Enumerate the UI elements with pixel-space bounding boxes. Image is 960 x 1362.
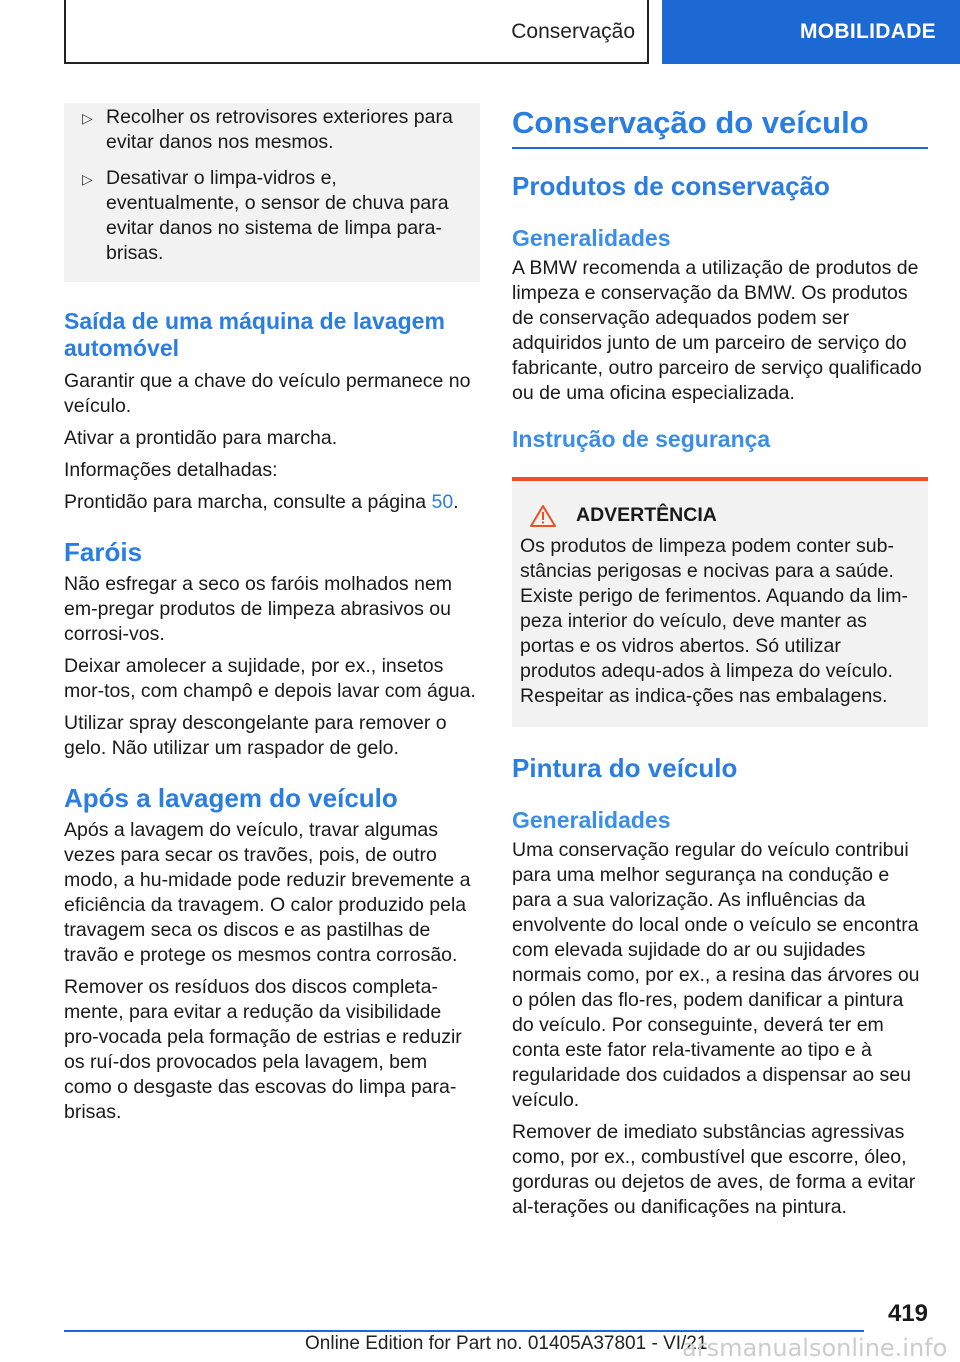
paragraph: A BMW recomenda a utilização de produtos de limpeza e conservação da BMW. Os produtos de conservação adequados podem ser adquiridos junto de um parceiro de serviço do fabricante, outro parceiro de serviço qualificado ou de uma oficina especializada. — [512, 257, 922, 404]
heading-safety: Instrução de segurança — [512, 426, 771, 452]
list-item-text: Desativar o limpa-vidros e, eventualmente, o sensor de chuva para evitar danos no sistema de limpa para-brisas. — [106, 167, 449, 264]
reference-end: . — [453, 491, 459, 513]
paragraph-reference — [64, 490, 480, 515]
paragraph: Remover de imediato substâncias agressivas como, por ex., combustível que escorre, óleo, gorduras ou dejetos de aves, de forma a evitar al-terações ou danificações na pintura. — [512, 1121, 916, 1218]
left-column — [64, 103, 480, 1125]
warning-triangle-icon — [530, 504, 556, 528]
header-chapter-tab[interactable]: MOBILIDADE — [662, 0, 960, 64]
watermark: arsmanualsonline.info — [682, 1334, 948, 1362]
header-section-title: Conservação — [511, 20, 635, 43]
heading-paint: Pintura do veículo — [512, 753, 738, 783]
reference-text: Prontidão para marcha, consulte a página — [64, 491, 432, 513]
paragraph: Utilizar spray descongelante para remover o gelo. Não utilizar um raspador de gelo. — [64, 712, 447, 759]
tips-box — [64, 103, 480, 282]
warning-header — [520, 503, 912, 528]
heading-after-wash: Após a lavagem do veículo — [64, 783, 398, 813]
warning-text: Os produtos de limpeza podem conter sub-stâncias perigosas e nocivas para a saúde. Existe perigo de ferimentos. Aquando da lim-peza interior do veículo, deve manter as portas e os vidros abertos. Só utilizar produtos adequ-ados à limpeza do veículo. Respeitar as indica-ções nas embalagens. — [520, 535, 909, 707]
page-number: 419 — [887, 1300, 928, 1327]
triangle-bullet-icon: ▷ — [82, 171, 93, 187]
heading-exit-wash: Saída de uma máquina de lavagem automóvel — [64, 308, 445, 361]
paragraph: Ativar a prontidão para marcha. — [64, 427, 338, 449]
paragraph: Após a lavagem do veículo, travar algumas vezes para secar os travões, pois, de outro modo, a hu-midade pode reduzir brevemente a eficiência da travagem. O calor produzido pela travagem seca os discos e as pastilhas de travão e protege os mesmos contra corrosão. — [64, 819, 471, 966]
warning-box — [512, 477, 928, 727]
paragraph: Remover os resíduos dos discos completa-mente, para evitar a redução da visibilidade pro-vocada pela formação de estrias e reduzir os ruí-dos provocados pela lavagem, bem como o desgaste das escovas do limpa para-brisas. — [64, 976, 462, 1123]
heading-general: Generalidades — [512, 225, 671, 251]
paragraph: Garantir que a chave do veículo permanece no veículo. — [64, 370, 471, 417]
main-title: Conservação do veículo — [512, 103, 928, 149]
list-item — [82, 105, 466, 155]
paragraph: Informações detalhadas: — [64, 459, 278, 481]
list-item — [82, 166, 466, 266]
heading-general: Generalidades — [512, 807, 671, 833]
heading-products: Produtos de conservação — [512, 171, 830, 201]
paragraph: Uma conservação regular do veículo contribui para uma melhor segurança na condução e para a sua valorização. As influências da envolvente do local onde o veículo se encontra com elevada sujidade do ar ou sujidades normais como, por ex., a resina das árvores ou o pólen das flo-res, podem danificar a pintura do veículo. Por conseguinte, deverá ter em conta este fator rela-tivamente ao tipo e à regularidade dos cuidados a dispensar ao seu veículo. — [512, 839, 920, 1111]
list-item-text: Recolher os retrovisores exteriores para evitar danos nos mesmos. — [106, 106, 453, 153]
warning-title: ADVERTÊNCIA — [576, 504, 717, 526]
paragraph: Deixar amolecer a sujidade, por ex., insetos mor-tos, com champô e depois lavar com água. — [64, 655, 476, 702]
heading-headlights: Faróis — [64, 537, 143, 567]
page-link[interactable]: 50 — [431, 491, 454, 513]
footer-divider — [64, 1330, 864, 1332]
footer-edition: Online Edition for Part no. 01405A37801 - VI/21 — [305, 1333, 708, 1354]
paragraph: Não esfregar a seco os faróis molhados nem em-pregar produtos de limpeza abrasivos ou corrosi-vos. — [64, 573, 453, 645]
triangle-bullet-icon: ▷ — [82, 110, 93, 126]
right-column — [512, 103, 928, 1220]
